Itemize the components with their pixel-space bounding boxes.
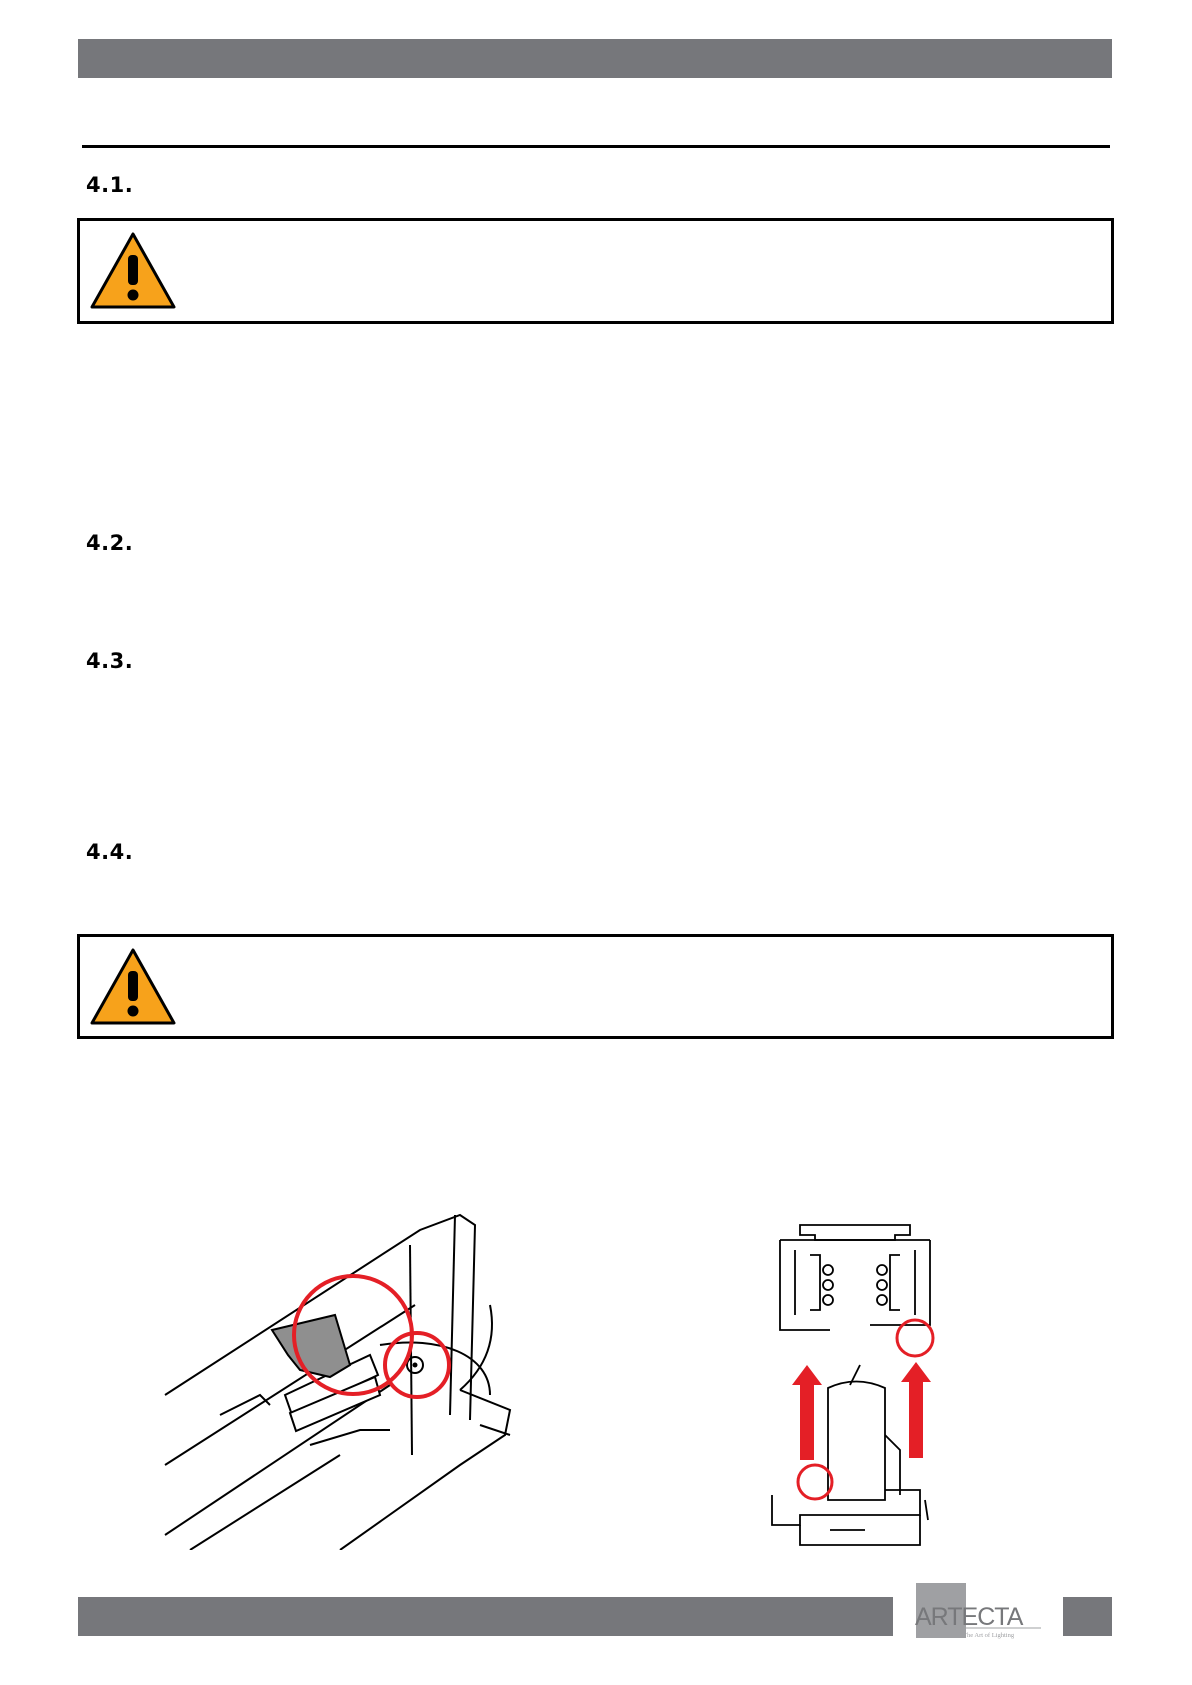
adapter-latch-illustration: [160, 1205, 520, 1550]
artecta-logo: [913, 1583, 1043, 1648]
track-insertion-illustration: [770, 1210, 940, 1555]
section-heading-4-2: 4.2.: [86, 531, 134, 555]
warning-box-2: [77, 934, 1114, 1039]
page-number-box: [1063, 1597, 1112, 1636]
logo-text: ARTECTA: [915, 1603, 1023, 1631]
section-heading-4-3: 4.3.: [86, 649, 134, 673]
logo-tagline: The Art of Lighting: [963, 1632, 1015, 1639]
footer-bar: [78, 1597, 893, 1636]
warning-box-1: [77, 218, 1114, 324]
section-rule: [82, 145, 1110, 148]
warning-triangle-icon: [89, 231, 177, 311]
section-heading-4-4: 4.4.: [86, 840, 134, 864]
section-heading-4-1: 4.1.: [86, 173, 134, 197]
warning-triangle-icon: [89, 947, 177, 1027]
header-bar: [78, 39, 1112, 78]
